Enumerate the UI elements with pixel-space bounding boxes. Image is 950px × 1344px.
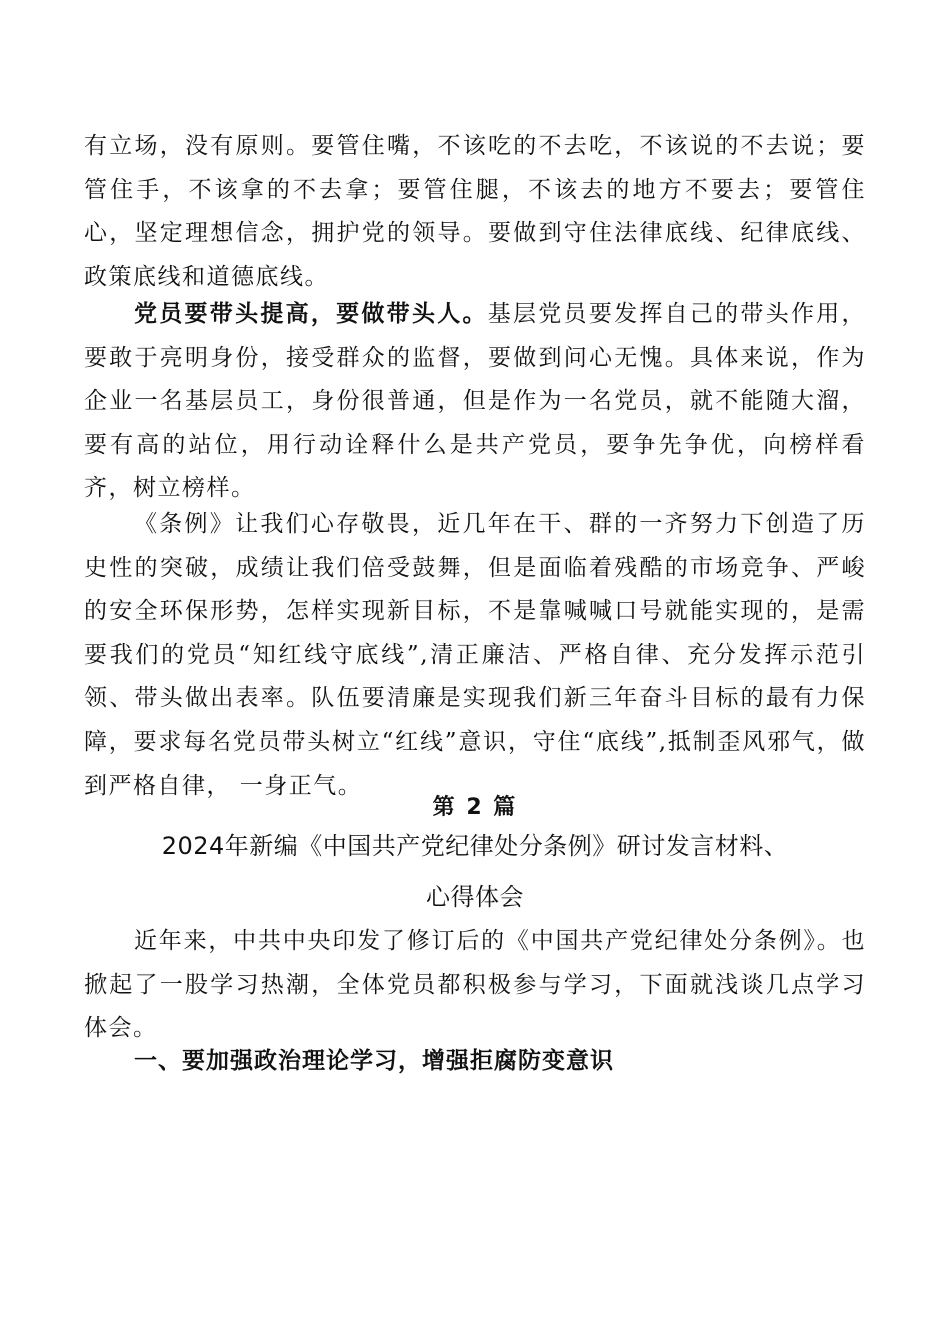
paragraph-2-lead: 党员要带头提高，要做带头人。 [134, 301, 488, 327]
article-title-line-1-text: 2024年新编《中国共产党纪律处分条例》研讨发言材料、 [161, 832, 789, 860]
article-title-line-2-text: 心得体会 [426, 883, 524, 911]
section-heading-1 [134, 1042, 614, 1075]
paragraph-1-text: 有立场，没有原则。要管住嘴，不该吃的不去吃，不该说的不去说；要管住手，不该拿的不去拿；要管住腿，不该去的地方不要去；要管住心，坚定理想信念，拥护党的领导。要做到守住法律底线、纪律底线、政策底线和道德底线。 [84, 133, 866, 290]
paragraph-2 [84, 293, 866, 511]
section-number-text: 第 2 篇 [432, 795, 518, 820]
paragraph-4 [84, 920, 866, 1051]
paragraph-2-text: 基层党员要发挥自己的带头作用，要敢于亮明身份，接受群众的监督，要做到问心无愧。具体来说，作为企业一名基层员工，身份很普通，但是作为一名党员，就不能随大溜，要有高的站位，用行动诠释什么是共产党员，要争先争优，向榜样看齐，树立榜样。 [84, 301, 867, 502]
paragraph-3 [84, 503, 866, 808]
paragraph-3-text: 《条例》让我们心存敬畏，近几年在干、群的一齐努力下创造了历史性的突破，成绩让我们倍受鼓舞，但是面临着残酷的市场竞争、严峻的安全环保形势，怎样实现新目标，不是靠喊喊口号就能实现的，是需要我们的党员“知红线守底线”,清正廉洁、严格自律、充分发挥示范引领、带头做出表率。队伍要清廉是实现我们新三年奋斗目标的最有力保障，要求每名党员带头树立“红线”意识，守住“底线”,抵制歪风邪气，做到严格自律， 一身正气。 [84, 511, 866, 799]
section-number [84, 790, 866, 821]
section-heading-1-text: 一、要加强政治理论学习，增强拒腐防变意识 [134, 1048, 614, 1074]
paragraph-1 [84, 125, 866, 299]
article-title-line-1 [84, 826, 866, 861]
paragraph-4-text: 近年来，中共中央印发了修订后的《中国共产党纪律处分条例》。也掀起了一股学习热潮，全体党员都积极参与学习，下面就浅谈几点学习体会。 [84, 928, 866, 1042]
article-title-line-2 [84, 877, 866, 912]
